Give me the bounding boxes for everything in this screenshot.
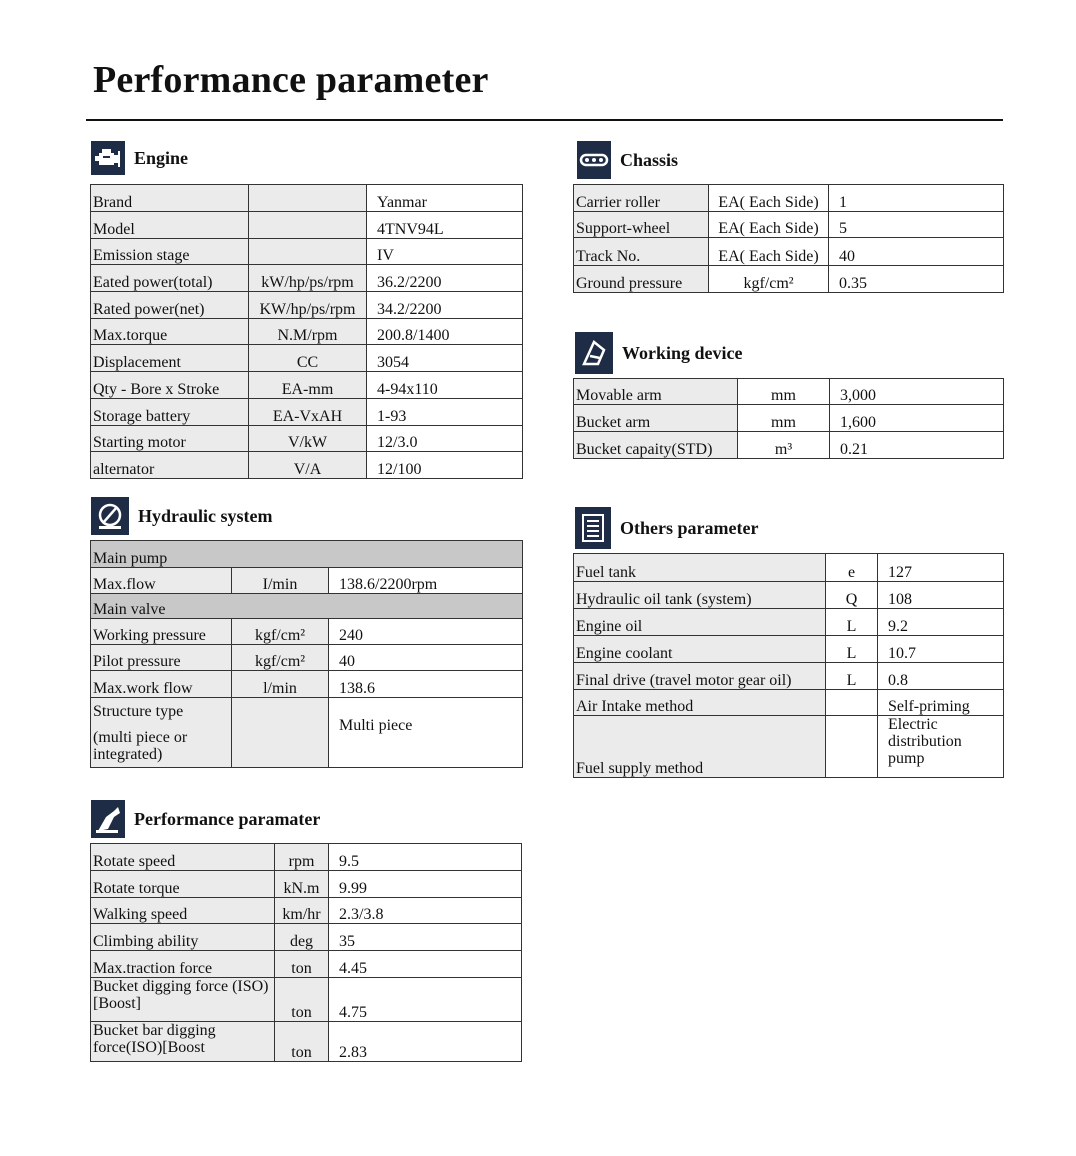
- row-unit: Q: [826, 582, 878, 609]
- row-unit: e: [826, 554, 878, 582]
- title-divider: [86, 119, 1003, 121]
- table-row: [574, 266, 1004, 293]
- hydraulic-table: [90, 540, 523, 768]
- track-icon: [577, 141, 611, 179]
- row-unit: kgf/cm²: [709, 266, 829, 293]
- table-row: [574, 582, 1004, 609]
- table-row: [91, 372, 523, 399]
- row-label: Rotate torque: [91, 871, 275, 898]
- table-row: [91, 452, 523, 479]
- row-unit: EA( Each Side): [709, 238, 829, 266]
- row-unit: [826, 690, 878, 716]
- table-row: [91, 871, 522, 898]
- row-unit: EA-VxAH: [249, 399, 367, 426]
- row-label: Fuel tank: [574, 554, 826, 582]
- row-value: 2.3/3.8: [329, 898, 522, 924]
- performance-table: [90, 843, 522, 1062]
- main-valve-label: Main valve: [91, 594, 523, 619]
- row-value: 1,600: [830, 405, 1004, 432]
- row-label: Track No.: [574, 238, 709, 266]
- row-unit: kgf/cm²: [232, 619, 329, 645]
- table-row: [91, 319, 523, 345]
- hydraulic-section-title: Hydraulic system: [138, 505, 273, 526]
- row-unit: [232, 698, 329, 768]
- row-label: Air Intake method: [574, 690, 826, 716]
- table-row: [91, 619, 523, 645]
- row-label: Rotate speed: [91, 844, 275, 871]
- engine-section-header: [91, 141, 188, 175]
- others-section-header: [575, 507, 758, 549]
- table-row: [574, 212, 1004, 238]
- row-value: 0.8: [878, 663, 1004, 690]
- row-label: Engine coolant: [574, 636, 826, 663]
- engine-icon: [91, 141, 125, 175]
- row-value: 200.8/1400: [367, 319, 523, 345]
- row-unit: EA( Each Side): [709, 212, 829, 238]
- table-row: [91, 978, 522, 1022]
- table-row: [91, 239, 523, 265]
- table-row: [91, 426, 523, 452]
- row-label: Rated power(net): [91, 292, 249, 319]
- table-row: [574, 716, 1004, 778]
- structure-label-line2: (multi piece or integrated): [93, 729, 188, 763]
- table-row: [574, 379, 1004, 405]
- row-value: 3,000: [830, 379, 1004, 405]
- row-unit: CC: [249, 345, 367, 372]
- table-row: [91, 698, 523, 768]
- chassis-section-title: Chassis: [620, 149, 679, 170]
- row-label: Max.traction force: [91, 951, 275, 978]
- row-label: Movable arm: [574, 379, 738, 405]
- row-label: Starting motor: [91, 426, 249, 452]
- chassis-section-header: [577, 141, 678, 179]
- row-unit: mm: [738, 405, 830, 432]
- table-row: [91, 399, 523, 426]
- row-value: 108: [878, 582, 1004, 609]
- row-value: 9.5: [329, 844, 522, 871]
- row-label: Storage battery: [91, 399, 249, 426]
- table-row: [91, 212, 523, 239]
- table-row: [574, 185, 1004, 212]
- row-value: 2.83: [329, 1022, 522, 1062]
- performance-section-title: Performance paramater: [134, 808, 321, 829]
- row-label: Max.torque: [91, 319, 249, 345]
- row-label: Model: [91, 212, 249, 239]
- main-pump-row: [91, 541, 523, 568]
- table-row: [574, 636, 1004, 663]
- row-unit: EA-mm: [249, 372, 367, 399]
- table-row: [91, 645, 523, 671]
- row-unit: kgf/cm²: [232, 645, 329, 671]
- row-unit: rpm: [275, 844, 329, 871]
- row-value: 4-94x110: [367, 372, 523, 399]
- row-unit: L: [826, 663, 878, 690]
- row-unit: ton: [275, 1022, 329, 1062]
- row-value: 12/100: [367, 452, 523, 479]
- row-value: 9.99: [329, 871, 522, 898]
- row-label: Bucket arm: [574, 405, 738, 432]
- structure-label-line1: Structure type: [93, 703, 184, 720]
- row-value: 5: [829, 212, 1004, 238]
- working-device-section-title: Working device: [622, 342, 743, 363]
- row-label: Climbing ability: [91, 924, 275, 951]
- chassis-table: [573, 184, 1004, 293]
- row-label: Hydraulic oil tank (system): [574, 582, 826, 609]
- row-label: Walking speed: [91, 898, 275, 924]
- row-label: Displacement: [91, 345, 249, 372]
- row-label: Eated power(total): [91, 265, 249, 292]
- row-unit: L: [826, 636, 878, 663]
- row-value: 36.2/2200: [367, 265, 523, 292]
- row-label: Bucket bar digging force(ISO)[Boost: [91, 1022, 275, 1062]
- row-label: Bucket digging force (ISO)[Boost]: [91, 978, 275, 1022]
- row-label: Bucket capaity(STD): [574, 432, 738, 459]
- row-value: Self-priming: [878, 690, 1004, 716]
- row-unit: mm: [738, 379, 830, 405]
- row-value: 12/3.0: [367, 426, 523, 452]
- working-device-section-header: [575, 332, 743, 374]
- row-unit: m³: [738, 432, 830, 459]
- row-unit: N.M/rpm: [249, 319, 367, 345]
- document-icon: [575, 507, 611, 549]
- row-unit: EA( Each Side): [709, 185, 829, 212]
- row-value: IV: [367, 239, 523, 265]
- row-value: 10.7: [878, 636, 1004, 663]
- row-value: 4.45: [329, 951, 522, 978]
- row-label: Max.flow: [91, 568, 232, 594]
- row-unit: [826, 716, 878, 778]
- row-value: 0.21: [830, 432, 1004, 459]
- row-value: 40: [329, 645, 523, 671]
- row-unit: kN.m: [275, 871, 329, 898]
- table-row: [91, 924, 522, 951]
- row-unit: [249, 212, 367, 239]
- row-label: Max.work flow: [91, 671, 232, 698]
- table-row: [91, 265, 523, 292]
- row-value: 240: [329, 619, 523, 645]
- table-row: [91, 671, 523, 698]
- excavator-icon: [91, 800, 125, 838]
- table-row: [574, 663, 1004, 690]
- engine-table: [90, 184, 523, 479]
- row-label: Working pressure: [91, 619, 232, 645]
- row-unit: [249, 239, 367, 265]
- row-unit: kW/hp/ps/rpm: [249, 265, 367, 292]
- row-value: 40: [829, 238, 1004, 266]
- table-row: [574, 690, 1004, 716]
- row-unit: L: [826, 609, 878, 636]
- row-label: Emission stage: [91, 239, 249, 265]
- row-label: Support-wheel: [574, 212, 709, 238]
- table-row: [91, 185, 523, 212]
- row-value: 4TNV94L: [367, 212, 523, 239]
- row-value: Multi piece: [329, 698, 523, 768]
- row-unit: deg: [275, 924, 329, 951]
- others-table: [573, 553, 1004, 778]
- hydraulic-section-header: [91, 497, 273, 535]
- main-pump-label: Main pump: [91, 541, 523, 568]
- table-row: [574, 609, 1004, 636]
- table-row: [574, 554, 1004, 582]
- row-label: Final drive (travel motor gear oil): [574, 663, 826, 690]
- engine-section-title: Engine: [134, 147, 189, 168]
- working-device-table: [573, 378, 1004, 459]
- others-section-title: Others parameter: [620, 517, 759, 538]
- row-unit: I/min: [232, 568, 329, 594]
- row-label: Engine oil: [574, 609, 826, 636]
- row-value: 35: [329, 924, 522, 951]
- table-row: [91, 1022, 522, 1062]
- row-value: Yanmar: [367, 185, 523, 212]
- table-row: [91, 898, 522, 924]
- performance-section-header: [91, 800, 320, 838]
- table-row: [91, 844, 522, 871]
- table-row: [91, 568, 523, 594]
- row-unit: KW/hp/ps/rpm: [249, 292, 367, 319]
- row-unit: V/kW: [249, 426, 367, 452]
- table-row: [574, 405, 1004, 432]
- row-value: 0.35: [829, 266, 1004, 293]
- row-label: Pilot pressure: [91, 645, 232, 671]
- row-value: 1-93: [367, 399, 523, 426]
- row-unit: V/A: [249, 452, 367, 479]
- table-row: [574, 238, 1004, 266]
- row-label: Carrier roller: [574, 185, 709, 212]
- row-unit: km/hr: [275, 898, 329, 924]
- row-value: 34.2/2200: [367, 292, 523, 319]
- main-valve-row: [91, 594, 523, 619]
- row-label: Ground pressure: [574, 266, 709, 293]
- row-unit: l/min: [232, 671, 329, 698]
- row-value: 138.6/2200rpm: [329, 568, 523, 594]
- row-label: alternator: [91, 452, 249, 479]
- row-value: 3054: [367, 345, 523, 372]
- row-unit: ton: [275, 978, 329, 1022]
- row-label: Fuel supply method: [574, 716, 826, 778]
- row-value: 4.75: [329, 978, 522, 1022]
- row-value: 138.6: [329, 671, 523, 698]
- row-label: Brand: [91, 185, 249, 212]
- arm-icon: [575, 332, 613, 374]
- row-label: [91, 698, 232, 768]
- page-title: Performance parameter: [93, 59, 489, 101]
- row-value: Electric distribution pump: [878, 716, 1004, 778]
- row-value: 127: [878, 554, 1004, 582]
- table-row: [91, 292, 523, 319]
- row-unit: [249, 185, 367, 212]
- table-row: [574, 432, 1004, 459]
- row-value: 1: [829, 185, 1004, 212]
- row-value: 9.2: [878, 609, 1004, 636]
- table-row: [91, 951, 522, 978]
- table-row: [91, 345, 523, 372]
- hydraulic-gauge-icon: [91, 497, 129, 535]
- row-label: Qty - Bore x Stroke: [91, 372, 249, 399]
- row-unit: ton: [275, 951, 329, 978]
